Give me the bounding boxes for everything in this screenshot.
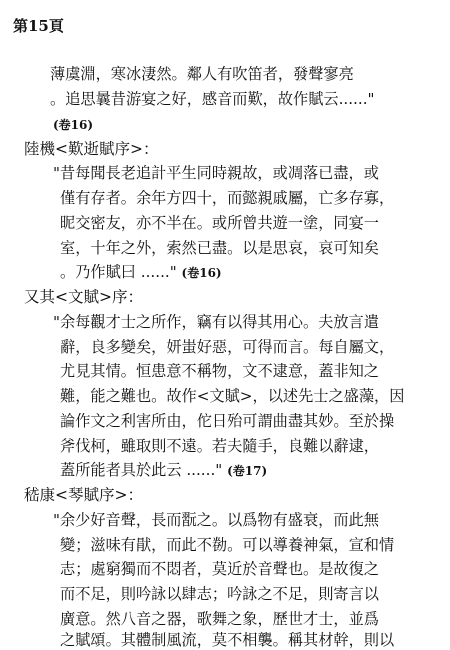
section-heading: 又其<文賦>序： <box>24 288 143 306</box>
text-line: 。追思曩昔游宴之好，感音而歎，故作賦云......" <box>50 90 375 108</box>
text-line: 蓋所能者具於此云 ......" (卷17) <box>60 461 268 479</box>
text-line: "余少好音聲，長而翫之。以爲物有盛衰，而此無 <box>53 511 379 529</box>
text-line: 論作文之利害所由，佗日殆可謂曲盡其妙。至於操 <box>60 412 395 430</box>
page-header: 第15頁 <box>13 17 64 35</box>
volume-reference-line: (卷16) <box>53 118 94 132</box>
text-line: 尤見其情。恒患意不稱物，文不逮意，蓋非知之 <box>60 362 379 380</box>
text-line: 之賦頌。其體制風流，莫不相襲。稱其材幹，則以 <box>60 631 395 649</box>
text-line: "余每觀才士之所作，竊有以得其用心。夫放言遣 <box>53 313 379 331</box>
text-line: "昔每聞長老追計平生同時親故，或凋落已盡，或 <box>53 164 379 182</box>
text-line: 昵交密友，亦不半在。或所曾共遊一塗，同宴一 <box>60 214 379 232</box>
text-line: 變；滋味有猒，而此不勌。可以導養神氣，宣和情 <box>60 536 395 554</box>
text-line: 廣意。然八音之器，歌舞之象，歷世才士，並爲 <box>60 610 379 628</box>
text-line: 僅有存者。余年方四十，而懿親戚屬，亡多存寡， <box>60 189 395 207</box>
text-line: 志；處窮獨而不悶者，莫近於音聲也。是故復之 <box>60 560 379 578</box>
text-line: 薄虞淵，寒冰淒然。鄰人有吹笛者，發聲寥亮 <box>50 65 354 83</box>
section-heading: 嵇康<琴賦序>： <box>24 486 143 504</box>
text-line: 難，能之難也。故作<文賦>，以述先士之盛藻，因 <box>60 387 405 405</box>
text-line: 。乃作賦曰 ......" (卷16) <box>60 263 222 281</box>
text-line: 斧伐柯，雖取則不遠。若夫隨手，良難以辭逮， <box>60 437 379 455</box>
section-heading: 陸機<歎逝賦序>： <box>24 140 159 158</box>
text-line: 而不足，則吟詠以肆志；吟詠之不足，則寄言以 <box>60 585 379 603</box>
text-line: 辭，良多變矣，妍蚩好惡，可得而言。每自屬文， <box>60 338 395 356</box>
text-line: 室，十年之外，索然已盡。以是思哀，哀可知矣 <box>60 239 379 257</box>
